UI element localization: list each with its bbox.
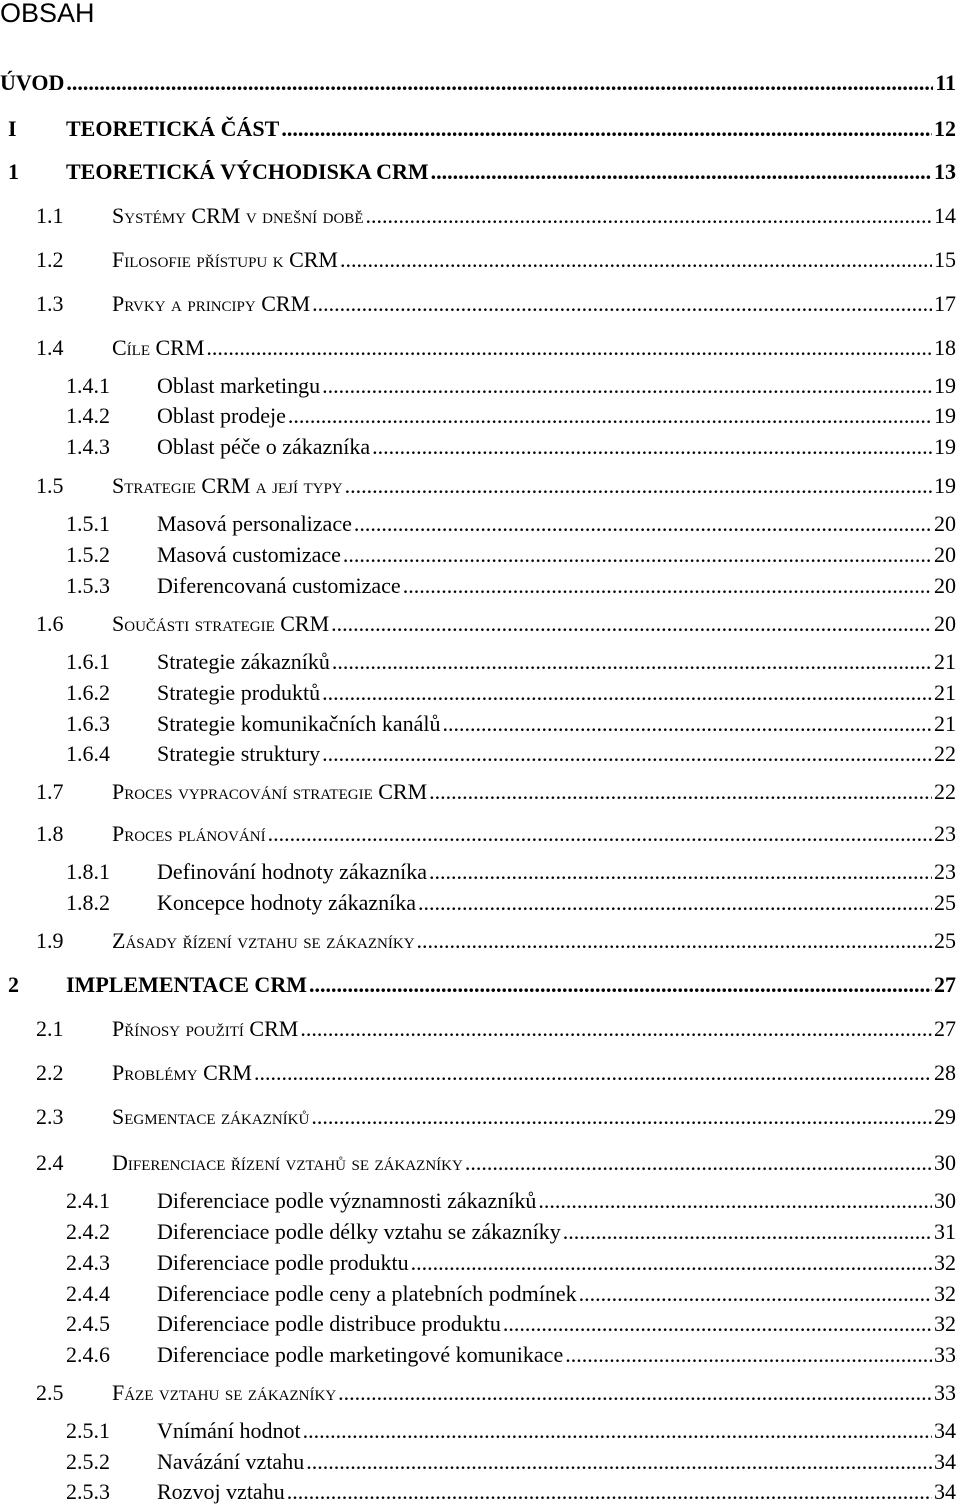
toc-dot-leader <box>300 1015 932 1043</box>
toc-entry-number: 2.1 <box>36 1016 64 1041</box>
toc-entry-title: Proces vypracování strategie CRM <box>112 779 428 804</box>
toc-entry-number: 2.3 <box>36 1104 64 1129</box>
toc-entry-number: 2.2 <box>36 1060 64 1085</box>
toc-entry-number: 1.1 <box>36 203 64 228</box>
toc-entry-number: 1.4.1 <box>66 373 110 398</box>
toc-entry-page: 11 <box>935 70 956 95</box>
toc-entry-page: 34 <box>934 1418 956 1443</box>
toc-entry[interactable] <box>0 1103 956 1131</box>
toc-entry-title: Oblast prodeje <box>157 403 286 428</box>
toc-entry-title: Prvky a principy CRM <box>112 291 311 316</box>
toc-dot-leader <box>281 115 932 143</box>
toc-entry-page: 30 <box>934 1150 956 1175</box>
toc-entry-page: 20 <box>934 511 956 536</box>
toc-entry-title: Přínosy použití CRM <box>112 1016 299 1041</box>
toc-entry-title: Strategie struktury <box>157 741 321 766</box>
toc-entry[interactable] <box>0 610 956 638</box>
toc-entry[interactable] <box>0 572 956 600</box>
toc-entry-number: 1.5 <box>36 473 64 498</box>
toc-entry-title: Navázání vztahu <box>157 1449 305 1474</box>
toc-dot-leader <box>411 1249 932 1277</box>
toc-entry-title: Strategie produktů <box>157 680 321 705</box>
toc-entry-number: 1.5.1 <box>66 511 110 536</box>
toc-entry-title: Oblast marketingu <box>157 373 321 398</box>
toc-entry-page: 20 <box>934 573 956 598</box>
toc-entry[interactable] <box>0 510 956 538</box>
toc-dot-leader <box>563 1218 932 1246</box>
toc-entry-title: TEORETICKÁ ČÁST <box>66 116 280 141</box>
toc-dot-leader <box>311 1103 932 1131</box>
toc-entry-number: 2.4.5 <box>66 1311 110 1336</box>
toc-entry-page: 19 <box>934 403 956 428</box>
toc-entry-page: 14 <box>934 203 956 228</box>
toc-entry-number: 1.6.3 <box>66 711 110 736</box>
toc-entry[interactable] <box>0 1448 956 1476</box>
toc-entry-number: 1.6 <box>36 611 64 636</box>
toc-entry-page: 32 <box>934 1250 956 1275</box>
toc-entry-page: 19 <box>934 373 956 398</box>
toc-entry-number: 2.4 <box>36 1150 64 1175</box>
toc-entry-title: Masová personalizace <box>157 511 352 536</box>
toc-entry-number: 1.5.2 <box>66 542 110 567</box>
toc-dot-leader <box>322 372 932 400</box>
toc-entry[interactable] <box>0 290 956 318</box>
toc-entry[interactable] <box>0 927 956 955</box>
toc-entry-page: 32 <box>934 1281 956 1306</box>
toc-entry-title: Systémy CRM v dnešní době <box>112 203 364 228</box>
toc-entry[interactable] <box>0 1015 956 1043</box>
toc-entry-page: 20 <box>934 542 956 567</box>
toc-entry-page: 34 <box>934 1479 956 1504</box>
toc-entry-number: 1.7 <box>36 779 64 804</box>
toc-entry-page: 23 <box>934 821 956 846</box>
toc-entry[interactable] <box>0 158 956 186</box>
toc-entry-number: 2.5.1 <box>66 1418 110 1443</box>
toc-dot-leader <box>206 334 932 362</box>
toc-dot-leader <box>354 510 932 538</box>
toc-dot-leader <box>312 290 932 318</box>
toc-entry-page: 33 <box>934 1342 956 1367</box>
toc-entry-title: Strategie zákazníků <box>157 649 330 674</box>
toc-dot-leader <box>442 710 932 738</box>
toc-entry[interactable] <box>0 1379 956 1407</box>
toc-entry-number: 2 <box>8 972 19 997</box>
toc-dot-leader <box>345 472 932 500</box>
toc-entry[interactable] <box>0 372 956 400</box>
toc-entry[interactable] <box>0 69 956 97</box>
toc-entry-title: Koncepce hodnoty zákazníka <box>157 890 416 915</box>
toc-entry-number: 2.4.4 <box>66 1281 110 1306</box>
toc-entry-page: 25 <box>934 890 956 915</box>
toc-entry[interactable] <box>0 778 956 806</box>
toc-entry[interactable] <box>0 648 956 676</box>
toc-entry-number: 2.4.3 <box>66 1250 110 1275</box>
toc-entry-page: 33 <box>934 1380 956 1405</box>
toc-dot-leader <box>309 971 932 999</box>
toc-entry-number: 1.4.3 <box>66 434 110 459</box>
toc-dot-leader <box>431 158 932 186</box>
toc-entry-number: 2.4.2 <box>66 1219 110 1244</box>
toc-entry-title: Rozvoj vztahu <box>157 1479 285 1504</box>
toc-dot-leader <box>417 927 932 955</box>
toc-dot-leader <box>503 1310 932 1338</box>
toc-entry-page: 19 <box>934 473 956 498</box>
toc-entry-title: Diferenciace řízení vztahů se zákazníky <box>112 1150 463 1175</box>
toc-dot-leader <box>538 1187 932 1215</box>
toc-entry-title: Strategie komunikačních kanálů <box>157 711 441 736</box>
toc-entry[interactable] <box>0 334 956 362</box>
toc-dot-leader <box>429 778 932 806</box>
toc-entry-number: 1.6.1 <box>66 649 110 674</box>
toc-entry-number: 2.5.3 <box>66 1479 110 1504</box>
toc-dot-leader <box>287 1478 932 1506</box>
toc-entry-page: 17 <box>934 291 956 316</box>
toc-entry[interactable] <box>0 1187 956 1215</box>
toc-entry-page: 22 <box>934 741 956 766</box>
toc-entry-number: 1.2 <box>36 247 64 272</box>
toc-entry-title: Diferenciace podle délky vztahu se zákazníky <box>157 1219 561 1244</box>
toc-entry[interactable] <box>0 679 956 707</box>
toc-dot-leader <box>403 572 932 600</box>
toc-entry-title: ÚVOD <box>0 70 65 95</box>
toc-entry[interactable] <box>0 858 956 886</box>
toc-entry-number: I <box>8 116 17 141</box>
toc-dot-leader <box>288 402 932 430</box>
toc-dot-leader <box>338 1379 932 1407</box>
toc-entry-title: Proces plánování <box>112 821 266 846</box>
toc-entry-title: Diferenciace podle ceny a platebních podmínek <box>157 1281 577 1306</box>
toc-entry-number: 1.8 <box>36 821 64 846</box>
toc-entry[interactable] <box>0 710 956 738</box>
toc-entry-title: Oblast péče o zákazníka <box>157 434 371 459</box>
toc-entry-number: 1.8.2 <box>66 890 110 915</box>
toc-dot-leader <box>332 648 932 676</box>
toc-entry-title: TEORETICKÁ VÝCHODISKA CRM <box>66 159 429 184</box>
toc-entry-page: 31 <box>934 1219 956 1244</box>
toc-entry-page: 23 <box>934 859 956 884</box>
toc-entry[interactable] <box>0 1310 956 1338</box>
toc-entry[interactable] <box>0 740 956 768</box>
toc-entry-number: 1.9 <box>36 928 64 953</box>
toc-entry-page: 27 <box>934 972 956 997</box>
toc-entry-title: Diferenciace podle produktu <box>157 1250 409 1275</box>
toc-entry-title: Součásti strategie CRM <box>112 611 330 636</box>
toc-entry-title: Vnímání hodnot <box>157 1418 301 1443</box>
toc-entry[interactable] <box>0 202 956 230</box>
toc-entry-page: 28 <box>934 1060 956 1085</box>
toc-entry[interactable] <box>0 1341 956 1369</box>
toc-entry[interactable] <box>0 1149 956 1177</box>
toc-dot-leader <box>372 433 932 461</box>
toc-entry[interactable] <box>0 1059 956 1087</box>
toc-entry-page: 18 <box>934 335 956 360</box>
toc-entry-page: 34 <box>934 1449 956 1474</box>
toc-entry-page: 21 <box>934 711 956 736</box>
toc-entry-title: Definování hodnoty zákazníka <box>157 859 428 884</box>
toc-dot-leader <box>579 1280 932 1308</box>
toc-dot-leader <box>322 740 932 768</box>
toc-entry-page: 22 <box>934 779 956 804</box>
toc-entry-number: 1.5.3 <box>66 573 110 598</box>
toc-entry[interactable] <box>0 115 956 143</box>
toc-entry-title: IMPLEMENTACE CRM <box>66 972 307 997</box>
toc-dot-leader <box>365 202 932 230</box>
toc-entry-page: 13 <box>934 159 956 184</box>
toc-entry-page: 21 <box>934 649 956 674</box>
toc-dot-leader <box>343 541 932 569</box>
toc-entry-number: 1.4.2 <box>66 403 110 428</box>
toc-entry-number: 1.3 <box>36 291 64 316</box>
toc-entry[interactable] <box>0 1280 956 1308</box>
toc-entry-title: Zásady řízení vztahu se zákazníky <box>112 928 415 953</box>
toc-entry-page: 19 <box>934 434 956 459</box>
toc-dot-leader <box>465 1149 932 1177</box>
toc-entry-title: Diferenciace podle významnosti zákazníků <box>157 1188 537 1213</box>
page-title: OBSAH <box>0 0 95 28</box>
toc-dot-leader <box>322 679 932 707</box>
toc-entry-title: Diferenciace podle marketingové komunikace <box>157 1342 564 1367</box>
toc-entry[interactable] <box>0 433 956 461</box>
toc-entry-number: 1.6.2 <box>66 680 110 705</box>
toc-entry-number: 2.4.6 <box>66 1342 110 1367</box>
toc-entry[interactable] <box>0 820 956 848</box>
toc-entry-title: Segmentace zákazníků <box>112 1104 310 1129</box>
toc-entry[interactable] <box>0 1249 956 1277</box>
toc-entry-title: Filosofie přístupu k CRM <box>112 247 338 272</box>
toc-entry-number: 1.4 <box>36 335 64 360</box>
toc-dot-leader <box>565 1341 932 1369</box>
toc-entry[interactable] <box>0 402 956 430</box>
toc-entry[interactable] <box>0 889 956 917</box>
toc-dot-leader <box>254 1059 932 1087</box>
toc-dot-leader <box>340 246 932 274</box>
toc-dot-leader <box>418 889 932 917</box>
toc-entry-number: 1 <box>8 159 19 184</box>
toc-entry-title: Fáze vztahu se zákazníky <box>112 1380 337 1405</box>
toc-entry-title: Masová customizace <box>157 542 341 567</box>
toc-dot-leader <box>66 69 933 97</box>
toc-dot-leader <box>306 1448 932 1476</box>
toc-entry-page: 21 <box>934 680 956 705</box>
toc-entry-number: 2.4.1 <box>66 1188 110 1213</box>
toc-dot-leader <box>331 610 932 638</box>
toc-entry-number: 2.5.2 <box>66 1449 110 1474</box>
toc-entry[interactable] <box>0 971 956 999</box>
toc-entry-page: 27 <box>934 1016 956 1041</box>
toc-entry-page: 25 <box>934 928 956 953</box>
toc-entry[interactable] <box>0 1218 956 1246</box>
toc-entry-number: 2.5 <box>36 1380 64 1405</box>
toc-entry-title: Cíle CRM <box>112 335 205 360</box>
toc-entry-page: 20 <box>934 611 956 636</box>
toc-entry-page: 12 <box>934 116 956 141</box>
toc-dot-leader <box>429 858 932 886</box>
toc-entry[interactable] <box>0 472 956 500</box>
toc-entry-title: Problémy CRM <box>112 1060 252 1085</box>
toc-dot-leader <box>303 1417 932 1445</box>
toc-entry-page: 29 <box>934 1104 956 1129</box>
toc-dot-leader <box>268 820 932 848</box>
toc-entry-number: 1.6.4 <box>66 741 110 766</box>
toc-entry-page: 32 <box>934 1311 956 1336</box>
toc-entry[interactable] <box>0 246 956 274</box>
toc-entry-title: Strategie CRM a její typy <box>112 473 343 498</box>
toc-entry-number: 1.8.1 <box>66 859 110 884</box>
toc-entry-title: Diferenciace podle distribuce produktu <box>157 1311 501 1336</box>
toc-entry-page: 30 <box>934 1188 956 1213</box>
toc-entry-page: 15 <box>934 247 956 272</box>
toc-entry[interactable] <box>0 1417 956 1445</box>
toc-entry[interactable] <box>0 541 956 569</box>
toc-entry-title: Diferencovaná customizace <box>157 573 401 598</box>
toc-entry[interactable] <box>0 1478 956 1506</box>
